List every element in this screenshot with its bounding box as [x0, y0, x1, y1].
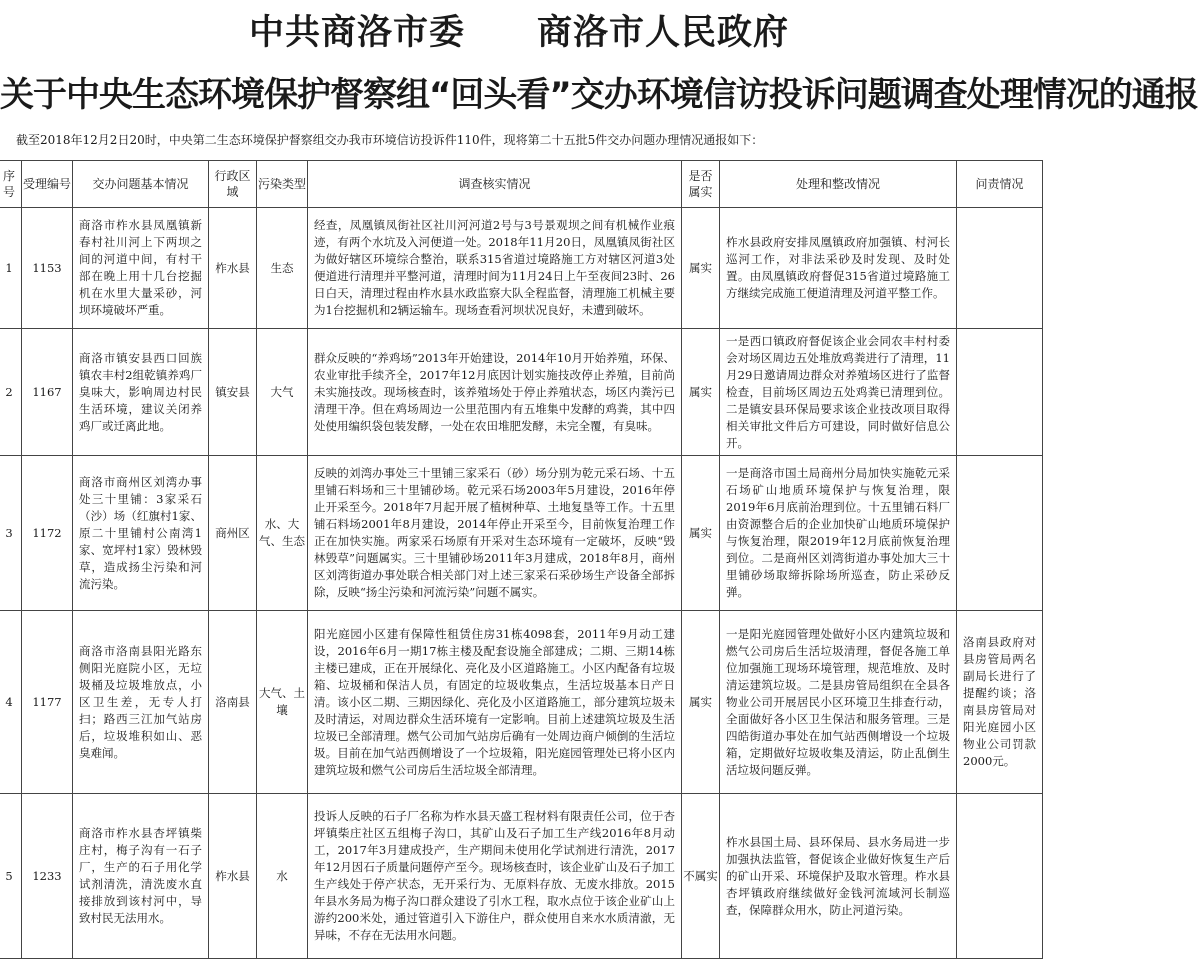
cell-finding: 经查，凤凰镇凤街社区社川河河道2号与3号景观坝之间有机械作业痕迹，有两个水坑及入河便道一处。2018年11月20日，凤凰镇凤街社区为做好辖区环境综合整治，联系315省道过境路施工方对辖区河道3处便道进行清理并平整河道，清理时间为11月24日上午至夜间23时、26日白天，清理过程由柞水县水政监察大队全程监督，清理施工机械主要为1台挖掘机和2辆运输车。现场查看河坝状况良好，未遭到破坏。	[308, 208, 682, 329]
table-row	[0, 329, 1043, 456]
col-header-region: 行政区域	[209, 161, 257, 208]
col-header-seq: 序号	[0, 161, 22, 208]
cell-verdict: 属实	[682, 208, 720, 329]
cell-issue: 商洛市商州区刘湾办事处三十里铺：3家采石（沙）场（红旗村1家、原二十里铺村公南湾1家、宽坪村1家）毁林毁草，造成扬尘污染和河流污染。	[73, 456, 209, 611]
cell-type: 大气	[257, 329, 308, 456]
cell-verdict: 不属实	[682, 794, 720, 959]
table-row	[0, 456, 1043, 611]
cell-finding: 阳光庭园小区建有保障性租赁住房31栋4098套，2011年9月动工建设，2016年6月一期17栋主楼及配套设施全部建成；二期、三期14栋主楼已建成，正在开展绿化、亮化及小区道路施工。小区内配备有垃圾箱、垃圾桶和保洁人员，有固定的垃圾收集点，生活垃圾基本日产日清。该小区二期、三期因绿化、亮化及小区道路施工，部分建筑垃圾未及时清运，对周边群众生活环境有一定影响。目前上述建筑垃圾及生活垃圾已全部清理。燃气公司加气站房后确有一处周边商户倾倒的生活垃圾。目前在加气站西侧增设了一个垃圾箱，阳光庭园管理处已将小区内建筑垃圾和燃气公司房后生活垃圾全部清理。	[308, 611, 682, 794]
cell-code: 1233	[22, 794, 73, 959]
cell-action: 一是阳光庭园管理处做好小区内建筑垃圾和燃气公司房后生活垃圾清理，督促各施工单位加强施工现场环境管理，规范堆放、及时清运建筑垃圾。二是县房管局组织在全县各物业公司开展居民小区环境卫生排查行动，全面做好各小区卫生保洁和服务管理。三是四皓街道办事处在加气站西侧增设一个垃圾箱，定期做好垃圾收集及清运，防止乱倒生活垃圾问题反弹。	[720, 611, 957, 794]
cell-seq: 4	[0, 611, 22, 794]
cell-code: 1153	[22, 208, 73, 329]
cell-accountability	[957, 208, 1043, 329]
table-row	[0, 611, 1043, 794]
cell-action: 柞水县政府安排凤凰镇政府加强镇、村河长巡河工作，对非法采砂及时发现、及时处置。由凤凰镇政府督促315省道过境路施工方继续完成施工便道清理及河道平整工作。	[720, 208, 957, 329]
cell-code: 1177	[22, 611, 73, 794]
cell-finding: 反映的刘湾办事处三十里铺三家采石（砂）场分别为乾元采石场、十五里铺石料场和三十里铺砂场。乾元采石场2003年5月建设，2016年停止开采至今。2018年7月起开展了植树种草、土地复垦等工作。十五里铺石料场2001年8月建设，2014年停止开采至今，目前恢复治理工作正在加快实施。两家采石场原有开采对生态环境有一定破坏，反映“毁林毁草”问题属实。三十里铺砂场2011年3月建成，2018年8月，商州区刘湾街道办事处联合相关部门对上述三家采石采砂场生产设备全部拆除，反映“扬尘污染和河流污染”问题不属实。	[308, 456, 682, 611]
cell-finding: 群众反映的“养鸡场”2013年开始建设，2014年10月开始养殖，环保、农业审批手续齐全，2017年12月底因计划实施技改停止养殖，目前尚未实施技改。现场核查时，该养殖场处于停止养殖状态，场区内粪污已清理干净。但在鸡场周边一公里范围内有五堆集中发酵的鸡粪，其中四处使用编织袋包装发酵，一处在农田堆肥发酵，未完全覆，有臭味。	[308, 329, 682, 456]
cell-action: 一是商洛市国土局商州分局加快实施乾元采石场矿山地质环境保护与恢复治理，限2019年6月底前治理到位。十五里铺石料厂由资源整合后的企业加快矿山地质环境保护与恢复治理，限2019年12月底前恢复治理到位。二是商州区刘湾街道办事处加大三十里铺砂场取缔拆除场所巡查，防止采砂反弹。	[720, 456, 957, 611]
cell-type: 大气、土壤	[257, 611, 308, 794]
cell-type: 水、大气、生态	[257, 456, 308, 611]
cell-issue: 商洛市柞水县凤凰镇新春村社川河上下两坝之间的河道中间，有村干部在晚上用十几台挖掘机在水里大量采砂，河坝环境破坏严重。	[73, 208, 209, 329]
notice-title-issuers: 中共商洛市委 商洛市人民政府	[248, 13, 789, 53]
col-header-issue: 交办问题基本情况	[73, 161, 209, 208]
cell-issue: 商洛市洛南县阳光路东侧阳光庭院小区，无垃圾桶及垃圾堆放点，小区卫生差，无专人打扫；路西三江加气站房后，垃圾堆积如山、恶臭难闻。	[73, 611, 209, 794]
cell-seq: 5	[0, 794, 22, 959]
cell-seq: 3	[0, 456, 22, 611]
cell-region: 柞水县	[209, 794, 257, 959]
col-header-accountability: 问责情况	[957, 161, 1043, 208]
cell-seq: 2	[0, 329, 22, 456]
cell-code: 1167	[22, 329, 73, 456]
notice-title: 关于中央生态环境保护督察组“回头看”交办环境信访投诉问题调查处理情况的通报	[0, 75, 1198, 115]
table-row	[0, 208, 1043, 329]
cell-verdict: 属实	[682, 611, 720, 794]
cell-region: 洛南县	[209, 611, 257, 794]
cell-accountability: 洛南县政府对县房管局两名副局长进行了提醒约谈；洛南县房管局对阳光庭园小区物业公司罚款2000元。	[957, 611, 1043, 794]
cell-action: 一是西口镇政府督促该企业会同农丰村村委会对场区周边五处堆放鸡粪进行了清理，11月29日邀请周边群众对养殖场区进行了监督检查，目前场区周边五处鸡粪已清理到位。二是镇安县环保局要求该企业技改项目取得相关审批文件后方可建设，同时做好信息公开。	[720, 329, 957, 456]
col-header-finding: 调查核实情况	[308, 161, 682, 208]
col-header-code: 受理编号	[22, 161, 73, 208]
complaint-table	[0, 160, 1043, 959]
cell-region: 柞水县	[209, 208, 257, 329]
cell-region: 商州区	[209, 456, 257, 611]
cell-verdict: 属实	[682, 456, 720, 611]
col-header-type: 污染类型	[257, 161, 308, 208]
col-header-action: 处理和整改情况	[720, 161, 957, 208]
cell-accountability	[957, 329, 1043, 456]
cell-finding: 投诉人反映的石子厂名称为柞水县天盛工程材料有限责任公司，位于杏坪镇柴庄社区五组梅子沟口，其矿山及石子加工生产线2016年8月动工，2017年3月建成投产，生产期间未使用化学试剂进行清洗，2017年12月因石子质量问题停产至今。现场核查时，该企业矿山及石子加工生产线处于停产状态，无开采行为、无原料存放、无废水排放。2015年县水务局为梅子沟口群众建设了引水工程，取水点位于该企业矿山上游约200米处，通过管道引入下游住户，群众使用自来水水质清澈，无异味，不存在无法用水问题。	[308, 794, 682, 959]
cell-issue: 商洛市柞水县杏坪镇柴庄村，梅子沟有一石子厂，生产的石子用化学试剂清洗，清洗废水直接排放到该村河中，导致村民无法用水。	[73, 794, 209, 959]
cell-type: 生态	[257, 208, 308, 329]
cell-accountability	[957, 794, 1043, 959]
intro-paragraph: 截至2018年12月2日20时，中央第二生态环境保护督察组交办我市环境信访投诉件110件，现将第二十五批5件交办问题办理情况通报如下：	[16, 133, 764, 147]
cell-type: 水	[257, 794, 308, 959]
cell-seq: 1	[0, 208, 22, 329]
table-header-row	[0, 161, 1043, 208]
cell-region: 镇安县	[209, 329, 257, 456]
cell-verdict: 属实	[682, 329, 720, 456]
table-row	[0, 794, 1043, 959]
cell-issue: 商洛市镇安县西口回族镇农丰村2组乾镇养鸡厂臭味大，影响周边村民生活环境，建议关闭养鸡厂或迁离此地。	[73, 329, 209, 456]
cell-accountability	[957, 456, 1043, 611]
cell-code: 1172	[22, 456, 73, 611]
cell-action: 柞水县国土局、县环保局、县水务局进一步加强执法监管，督促该企业做好恢复生产后的矿山开采、环境保护及取水管理。柞水县杏坪镇政府继续做好金钱河流域河长制巡查，保障群众用水，防止河道污染。	[720, 794, 957, 959]
col-header-verdict: 是否属实	[682, 161, 720, 208]
